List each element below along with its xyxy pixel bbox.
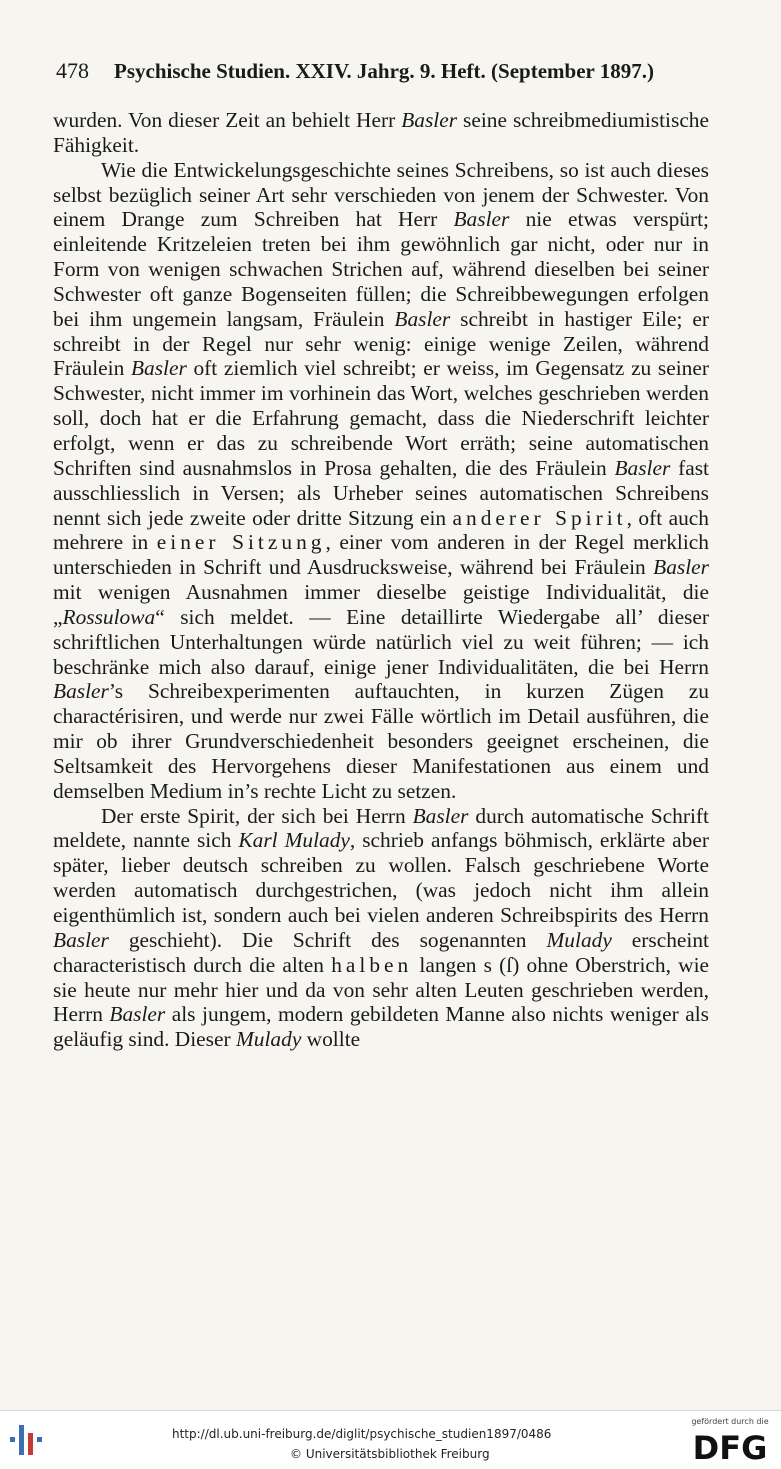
proper-name: Basler <box>401 108 458 132</box>
proper-name: Basler <box>394 306 451 331</box>
proper-name: Basler <box>453 207 510 232</box>
proper-name: Mulady <box>235 1027 302 1052</box>
proper-name: Mulady <box>546 927 612 952</box>
proper-name: Basler <box>614 455 671 480</box>
dfg-tagline: gefördert durch die <box>691 1417 769 1426</box>
dfg-logo-icon <box>686 1429 774 1465</box>
proper-name: Basler <box>53 679 109 704</box>
emphasized-text: anderer Spirit <box>452 505 627 530</box>
emphasized-text: halben <box>331 952 413 977</box>
page-number: 478 <box>56 58 89 83</box>
emphasized-text: einer Sitzung <box>156 530 326 555</box>
paragraph-2: Wie die Entwickelungsgeschichte seines Schreibens, so ist auch dieses selbst bezüglich seiner Art sehr verschieden von jenem der Schwester. Von einem Drange zum Schreiben hat Herr Basler nie etwas verspürt; einleitende Kritzeleien treten bei ihm gewöhnlich gar nicht, oder nur in Form von wenigen schwachen Strichen auf, während dieselben bei seiner Schwester oft ganze Bogenseiten füllen; die Schreibbewegungen erfolgen bei ihm ungemein langsam, Fräulein Basler schreibt in hastiger Eile; er schreibt in der Regel nur sehr wenig: einige wenige Zeilen, während Fräulein Basler oft ziemlich viel schreibt; er weiss, im Gegensatz zu seiner Schwester, nicht immer im vorhinein das Wort, welches geschrieben werden soll, doch hat er die Erfahrung gemacht, dass die Niederschrift leichter erfolgt, wenn er das zu schreibende Wort erräth; seine automatischen Schriften sind ausnahmslos in Prosa gehalten, die des Fräulein Basler fast ausschliesslich in Versen; als Urheber seines automatischen Schreibens nennt sich jede zweite oder dritte Sitzung ein anderer Spirit, oft auch mehrere in einer Sitzung, einer vom anderen in der Regel merklich unterschieden in Schrift und Ausdrucksweise, während bei Fräulein Basler mit wenigen Ausnahmen immer dieselbe geistige Individualität, die „Rossulowa“ sich meldet. — Eine detaillirte Wiedergabe all’ dieser schriftlichen Unterhaltungen würde natürlich viel zu weit führen; — ich beschränke mich also darauf, einige jener Individualitäten, die bei Herrn Basler’s Schreibexperimenten auftauchten, in kurzen Zügen zu charactérisiren, und werde nur zwei Fälle wörtlich im Detail ausführen, die mir ob ihrer Grundverschiedenheit besonders geeignet erscheinen, die Seltsamkeit des Hervorgehens dieser Manifestationen aus einem und demselben Medium in’s rechte Licht zu setzen. <box>53 157 710 803</box>
paragraph-3: Der erste Spirit, der sich bei Herrn Basler durch automatische Schrift meldete, nannte sich Karl Mulady, schrieb anfangs böhmisch, erklärte aber später, lieber deutsch schreiben zu wollen. Falsch geschriebene Worte werden automatisch durchgestrichen, (was jedoch nicht ihm allein eigenthümlich ist, sondern auch bei vielen anderen Schreibspirits des Herrn Basler geschieht). Die Schrift des sogenannten Mulady erscheint characteristisch durch die alten halben langen s (ſ) ohne Oberstrich, wie sie heute nur mehr hier und da von sehr alten Leuten geschrieben werden, Herrn Basler als jungem, modern gebildeten Manne also nichts weniger als geläufig sind. Dieser Mulady wollte <box>53 803 710 1052</box>
page-body <box>53 108 709 1052</box>
document-url-link[interactable]: http://dl.ub.uni-freiburg.de/diglit/psychische_studien1897/0486 <box>172 1427 552 1441</box>
proper-name: Basler <box>130 356 187 381</box>
proper-name: Basler <box>412 803 469 828</box>
proper-name: Karl Mulady <box>238 828 350 853</box>
viewer-footer <box>0 1410 781 1469</box>
proper-name: Basler <box>653 555 709 580</box>
proper-name: Rossulowa <box>62 604 156 629</box>
proper-name: Basler <box>109 1002 166 1027</box>
running-header <box>56 56 716 90</box>
running-title: Psychische Studien. XXIV. Jahrg. 9. Heft. (September 1897.) <box>114 59 654 83</box>
dfg-logo-text: DFG <box>692 1429 768 1465</box>
dfg-logo <box>686 1417 774 1465</box>
paragraph-1: wurden. Von dieser Zeit an behielt Herr Basler seine schreibmediumistische Fähigkeit. <box>53 108 709 157</box>
ub-freiburg-logo-icon <box>10 1423 50 1457</box>
proper-name: Basler <box>53 927 109 952</box>
copyright-text: © Universitätsbibliothek Freiburg <box>290 1447 490 1461</box>
